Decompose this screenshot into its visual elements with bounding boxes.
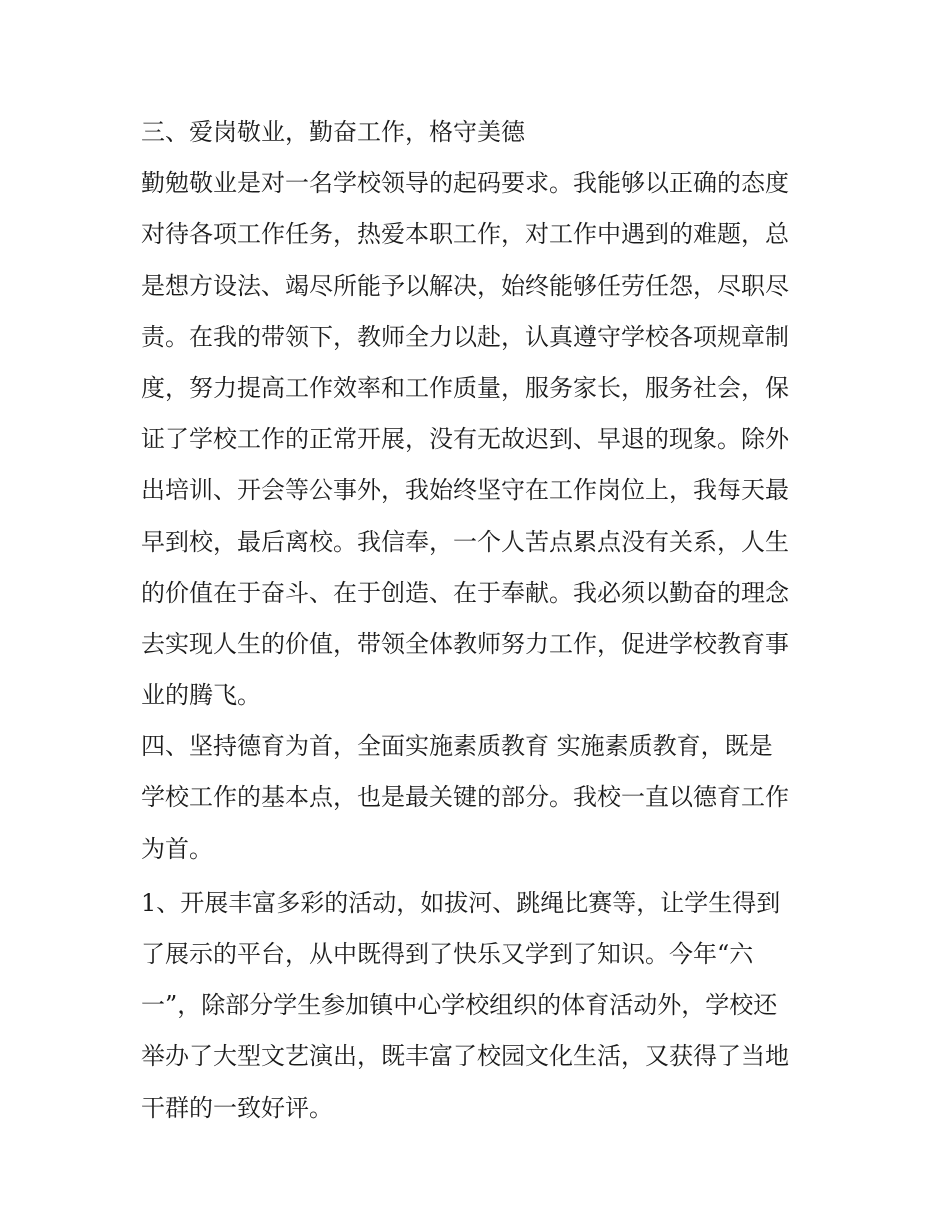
section-heading-3: 三、爱岗敬业，勤奋工作，格守美德 <box>141 118 525 146</box>
text-line: 为首。 <box>141 834 213 863</box>
text-line: 了展示的平台，从中既得到了快乐又学到了知识。今年“六 <box>141 940 754 968</box>
list-item-1: 1、开展丰富多彩的活动，如拔河、跳绳比赛等，让学生得到 <box>141 888 781 917</box>
text-line: 的价值在于奋斗、在于创造、在于奉献。我必须以勤奋的理念 <box>141 578 789 607</box>
text-line: 勤勉敬业是对一名学校领导的起码要求。我能够以正确的态度 <box>141 169 789 198</box>
document-body <box>141 107 821 1134</box>
text-line: 责。在我的带领下，教师全力以赴，认真遵守学校各项规章制 <box>141 322 789 351</box>
text-line: 早到校，最后离校。我信奉，一个人苦点累点没有关系，人生 <box>141 527 789 556</box>
text-line: 干群的一致好评。 <box>141 1093 333 1122</box>
text-line: 一”，除部分学生参加镇中心学校组织的体育活动外，学校还 <box>141 991 778 1020</box>
section-heading-4: 四、坚持德育为首，全面实施素质教育 实施素质教育，既是 <box>141 732 773 761</box>
text-line: 对待各项工作任务，热爱本职工作，对工作中遇到的难题，总 <box>141 220 789 249</box>
text-line: 是想方设法、竭尽所能予以解决，始终能够任劳任怨，尽职尽 <box>141 271 789 300</box>
text-line: 度，努力提高工作效率和工作质量，服务家长，服务社会，保 <box>141 373 789 402</box>
text-line: 证了学校工作的正常开展，没有无故迟到、早退的现象。除外 <box>141 425 789 454</box>
text-line: 业的腾飞。 <box>141 681 261 710</box>
text-line: 出培训、开会等公事外，我始终坚守在工作岗位上，我每天最 <box>141 476 789 505</box>
text-line: 学校工作的基本点，也是最关键的部分。我校一直以德育工作 <box>141 783 789 812</box>
text-line: 举办了大型文艺演出，既丰富了校园文化生活，又获得了当地 <box>141 1042 789 1071</box>
text-line: 去实现人生的价值，带领全体教师努力工作，促进学校教育事 <box>141 629 789 658</box>
